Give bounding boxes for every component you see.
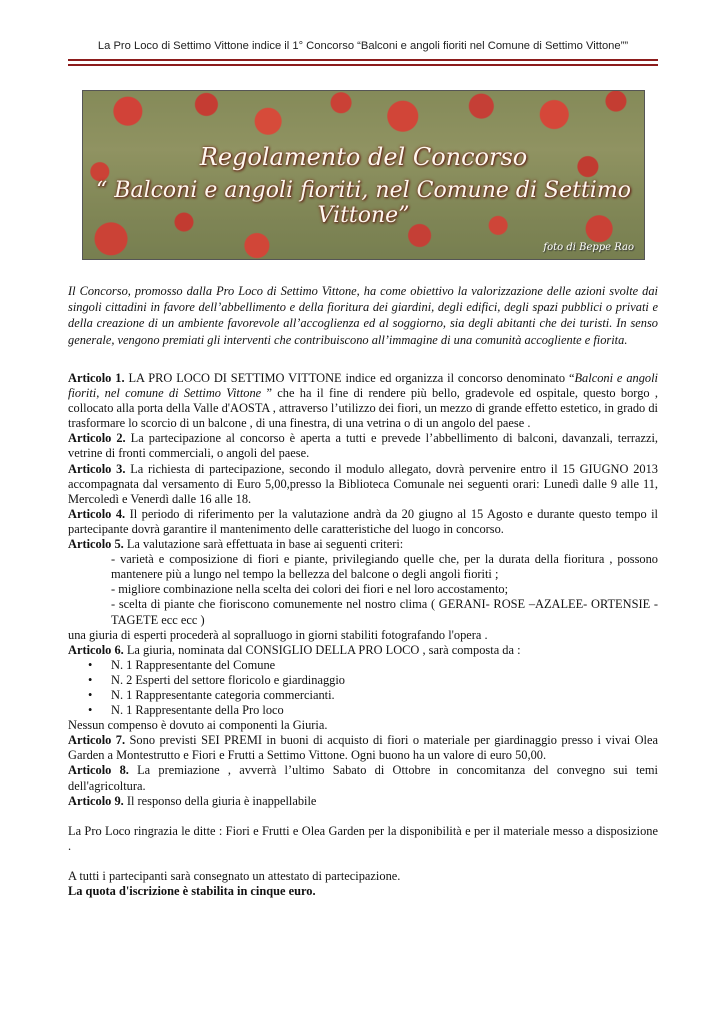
- bullet-icon: •: [88, 687, 93, 702]
- article-7-text: Sono previsti SEI PREMI in buoni di acquisto di fiori o materiale per giardinaggio presso i vivai Olea Garden a Montestrutto e Fiori e Frutti a Settimo Vittone. Ogni buono ha un valore di euro 50,00.: [68, 733, 658, 763]
- jury-member: [68, 673, 658, 688]
- thanks-paragraph: La Pro Loco ringrazia le ditte : Fiori e Frutti e Olea Garden per la disponibilità e per il materiale messo a disposizione .: [68, 823, 658, 853]
- page-header: La Pro Loco di Settimo Vittone indice il 1° Concorso “Balconi e angoli fioriti nel Comune di Settimo Vittone””: [97, 40, 629, 52]
- article-5-text: La valutazione sarà effettuata in base ai seguenti criteri:: [123, 537, 404, 552]
- article-5-label: Articolo 5.: [68, 537, 124, 552]
- article-1-label: Articolo 1.: [68, 371, 125, 385]
- regulation-body: [68, 371, 658, 899]
- intro-paragraph: Il Concorso, promosso dalla Pro Loco di Settimo Vittone, ha come obiettivo la valorizzazione delle azioni svolte dai singoli cittadini in favore dell’abbellimento e della fioritura dei giardini, degli edifici, degli spazi pubblici o privati e della creazione di un ambiente favorevole all’accoglienza ed al soggiorno, sia degli abitanti che dei turisti. In senso generale, vengono premiati gli interventi che contribuiscono all’immagine di una comunità accogliente e fiorita.: [68, 284, 658, 347]
- article-2-label: Articolo 2.: [68, 431, 126, 446]
- jury-member-text: N. 1 Rappresentante del Comune: [111, 657, 276, 672]
- spacer: [68, 809, 658, 824]
- article-6-label: Articolo 6.: [68, 642, 124, 657]
- poppy-banner: [82, 90, 645, 260]
- article-1-text-end: ” che ha il fine di rendere più bello, gradevole ed ospitale, questo borgo , collocato alla porta della Valle d'AOSTA , attraverso l’utilizzo dei fiori, un mezzo di grande effetto estetico, in grado di trasformare lo scorcio di un balcone , di una finestra, di una vetrina o di un angolo del paese .: [68, 386, 658, 431]
- banner-title: Regolamento del Concorso: [199, 143, 528, 171]
- article-9: [68, 794, 658, 809]
- article-1-text: LA PRO LOCO DI SETTIMO VITTONE indice ed organizza il concorso denominato “: [124, 371, 575, 385]
- certificate-note: A tutti i partecipanti sarà consegnato un attestato di partecipazione.: [68, 868, 401, 883]
- jury-member: [68, 688, 658, 703]
- article-6: [68, 643, 658, 658]
- banner-overlay: [83, 91, 644, 259]
- bullet-icon: •: [88, 672, 93, 687]
- criterion-item: - varietà e composizione di fiori e piante, privilegiando quelle che, per la durata della fioritura , possono mantenere più a lungo nel tempo la bellezza del balcone o degli angoli fioriti ;: [111, 552, 658, 582]
- article-7: [68, 733, 658, 763]
- article-8-label: Articolo 8.: [68, 763, 129, 778]
- jury-member-text: N. 1 Rappresentante della Pro loco: [111, 703, 284, 718]
- contest-name: Balconi e angoli fioriti, nel comune di Settimo Vittone: [68, 371, 658, 401]
- jury-member: [68, 703, 658, 718]
- article-6-text: La giuria, nominata dal CONSIGLIO DELLA PRO LOCO , sarà composta da :: [123, 642, 521, 657]
- article-3-text: La richiesta di partecipazione, secondo il modulo allegato, dovrà pervenire entro il 15 GIUGNO 2013 accompagnata dal versamento di Euro 5,00,presso la Biblioteca Comunale nei seguenti orari: Lunedì dalle 9 alle 11, Mercoledì e Venerdì dalle 16 alle 18.: [68, 461, 658, 506]
- article-9-text: Il responso della giuria è inappellabile: [123, 793, 317, 808]
- article-3-label: Articolo 3.: [68, 461, 126, 476]
- article-9-label: Articolo 9.: [68, 793, 124, 808]
- jury-list: [68, 658, 658, 718]
- article-8-text: La premiazione , avverrà l’ultimo Sabato di Ottobre in concomitanza del convegno sui temi dell'agricoltura.: [68, 763, 658, 793]
- article-2: [68, 431, 658, 461]
- article-3: [68, 462, 658, 507]
- criteria-list: [111, 552, 658, 627]
- banner-subtitle: “ Balconi e angoli fioriti, nel Comune di Settimo Vittone”: [96, 178, 631, 228]
- article-6-after: Nessun compenso è dovuto ai componenti la Giuria.: [68, 718, 328, 733]
- header-rule-2: [68, 64, 658, 66]
- jury-member-text: N. 2 Esperti del settore floricolo e giardinaggio: [111, 672, 345, 687]
- bullet-icon: •: [88, 657, 93, 672]
- jury-member: [68, 658, 658, 673]
- article-4-text: Il periodo di riferimento per la valutazione andrà da 20 giugno al 15 Agosto e durante questo tempo il partecipante dovrà garantire il mantenimento delle caratteristiche del luogo in concorso.: [68, 506, 659, 536]
- header-rule: [68, 59, 658, 61]
- article-5: [68, 537, 658, 552]
- article-1: [68, 371, 658, 431]
- criterion-item: - scelta di piante che fioriscono comunemente nel nostro clima ( GERANI- ROSE –AZALEE- ORTENSIE - TAGETE ecc ecc ): [111, 597, 658, 627]
- article-4: [68, 507, 658, 537]
- article-5-after: una giuria di esperti procederà al sopralluogo in giorni stabiliti fotografando l'opera .: [68, 627, 488, 642]
- criterion-item: - migliore combinazione nella scelta dei colori dei fiori e nel loro accostamento;: [111, 582, 509, 597]
- fee-note: [68, 884, 658, 899]
- photo-credit: foto di Beppe Rao: [543, 242, 634, 253]
- article-4-label: Articolo 4.: [68, 506, 126, 521]
- jury-member-text: N. 1 Rappresentante categoria commercianti.: [111, 687, 335, 702]
- article-8: [68, 763, 658, 793]
- article-7-label: Articolo 7.: [68, 733, 126, 748]
- article-2-text: La partecipazione al concorso è aperta a tutti e prevede l’abbellimento di balconi, davanzali, terrazzi, vetrine di fronti commerciali, o angoli del paese.: [68, 431, 658, 461]
- spacer: [68, 854, 658, 869]
- fee-text: La quota d'iscrizione è stabilita in cinque euro.: [68, 884, 316, 898]
- bullet-icon: •: [88, 703, 93, 718]
